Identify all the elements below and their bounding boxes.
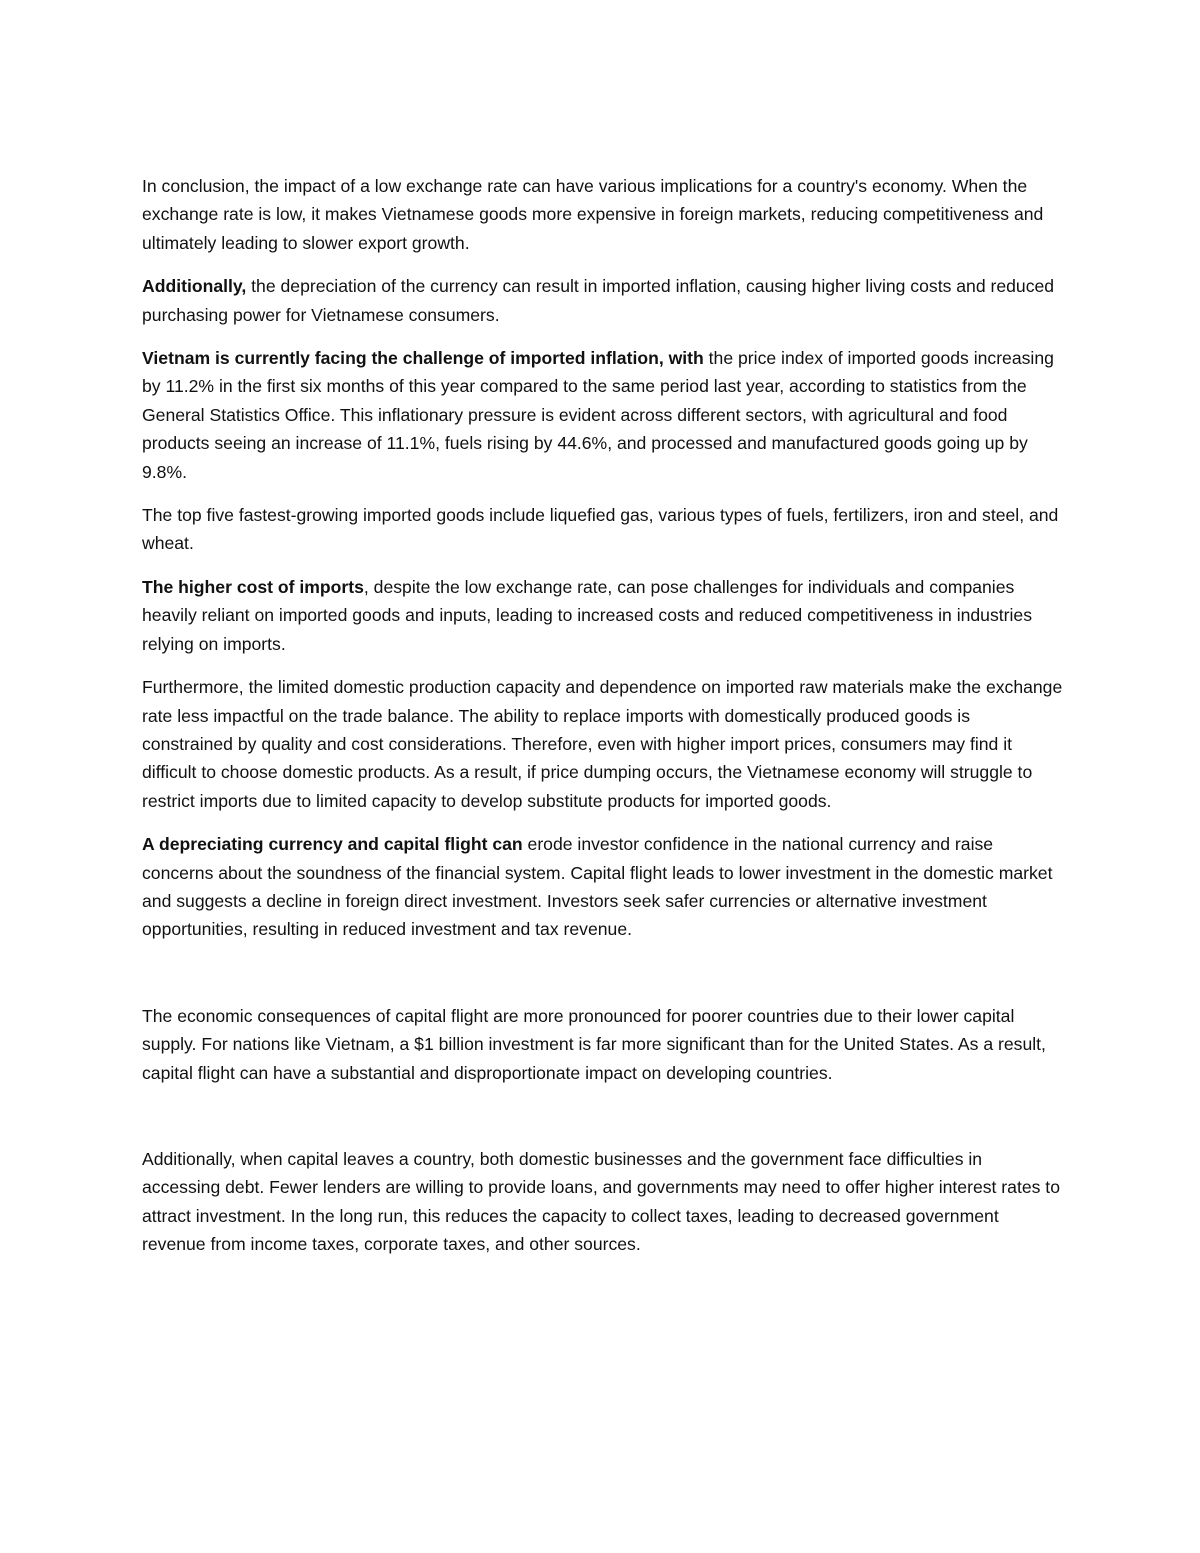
- paragraph-text: The top five fastest-growing imported goods include liquefied gas, various types of fuels, fertilizers, iron and steel, and wheat.: [142, 505, 1059, 554]
- paragraph-text: The economic consequences of capital flight are more pronounced for poorer countries due to their lower capital supply. For nations like Vietnam, a $1 billion investment is far more significant than for the United States. As a result, capital flight can have a substantial and disproportionate impact on developing countries.: [142, 1005, 1046, 1083]
- paragraph-text: the depreciation of the currency can result in imported inflation, causing higher living costs and reduced purchasing power for Vietnamese consumers.: [142, 276, 1055, 325]
- paragraph-text: In conclusion, the impact of a low exchange rate can have various implications for a country's economy. When the exchange rate is low, it makes Vietnamese goods more expensive in foreign markets, reducing competitiveness and ultimately leading to slower export growth.: [142, 176, 1044, 253]
- paragraph-debt-access: [142, 1145, 1064, 1259]
- paragraph-poorer-countries: [142, 1002, 1064, 1087]
- paragraph-text: Furthermore, the limited domestic production capacity and dependence on imported raw materials make the exchange rate less impactful on the trade balance. The ability to replace imports with domestically produced goods is constrained by quality and cost considerations. Therefore, even with higher import prices, consumers may find it difficult to choose domestic products. As a result, if price dumping occurs, the Vietnamese economy will struggle to restrict imports due to limited capacity to develop substitute products for imported goods.: [142, 677, 1063, 811]
- paragraph-text: the price index of imported goods increasing by 11.2% in the first six months of this year compared to the same period last year, according to statistics from the General Statistics Office. This inflationary pressure is evident across different sectors, with agricultural and food products seeing an increase of 11.1%, fuels rising by 44.6%, and processed and manufactured goods going up by 9.8%.: [142, 348, 1054, 482]
- paragraph-depreciation: [142, 272, 1064, 329]
- paragraph-higher-cost: [142, 573, 1064, 658]
- paragraph-bold-lead: The higher cost of imports: [142, 576, 364, 597]
- document-body: [142, 172, 1064, 1274]
- paragraph-text: , despite the low exchange rate, can pose challenges for individuals and companies heavily reliant on imported goods and inputs, leading to increased costs and reduced competitiveness in industries relying on imports.: [142, 576, 1032, 654]
- paragraph-bold-lead: A depreciating currency and capital flight can: [142, 834, 523, 855]
- paragraph-conclusion: [142, 172, 1064, 257]
- paragraph-bold-lead: Additionally,: [142, 276, 247, 297]
- paragraph-top-imports: [142, 501, 1064, 558]
- paragraph-bold-lead: Vietnam is currently facing the challenge of imported inflation, with: [142, 348, 704, 369]
- paragraph-text: Additionally, when capital leaves a country, both domestic businesses and the government face difficulties in accessing debt. Fewer lenders are willing to provide loans, and governments may need to offer higher interest rates to attract investment. In the long run, this reduces the capacity to collect taxes, leading to decreased government revenue from income taxes, corporate taxes, and other sources.: [142, 1148, 1060, 1255]
- paragraph-imported-inflation: [142, 344, 1064, 486]
- paragraph-text: erode investor confidence in the national currency and raise concerns about the soundness of the financial system. Capital flight leads to lower investment in the domestic market and suggests a decline in foreign direct investment. Investors seek safer currencies or alternative investment opportunities, resulting in reduced investment and tax revenue.: [142, 834, 1053, 940]
- paragraph-domestic-capacity: [142, 673, 1064, 815]
- paragraph-capital-flight: [142, 830, 1064, 944]
